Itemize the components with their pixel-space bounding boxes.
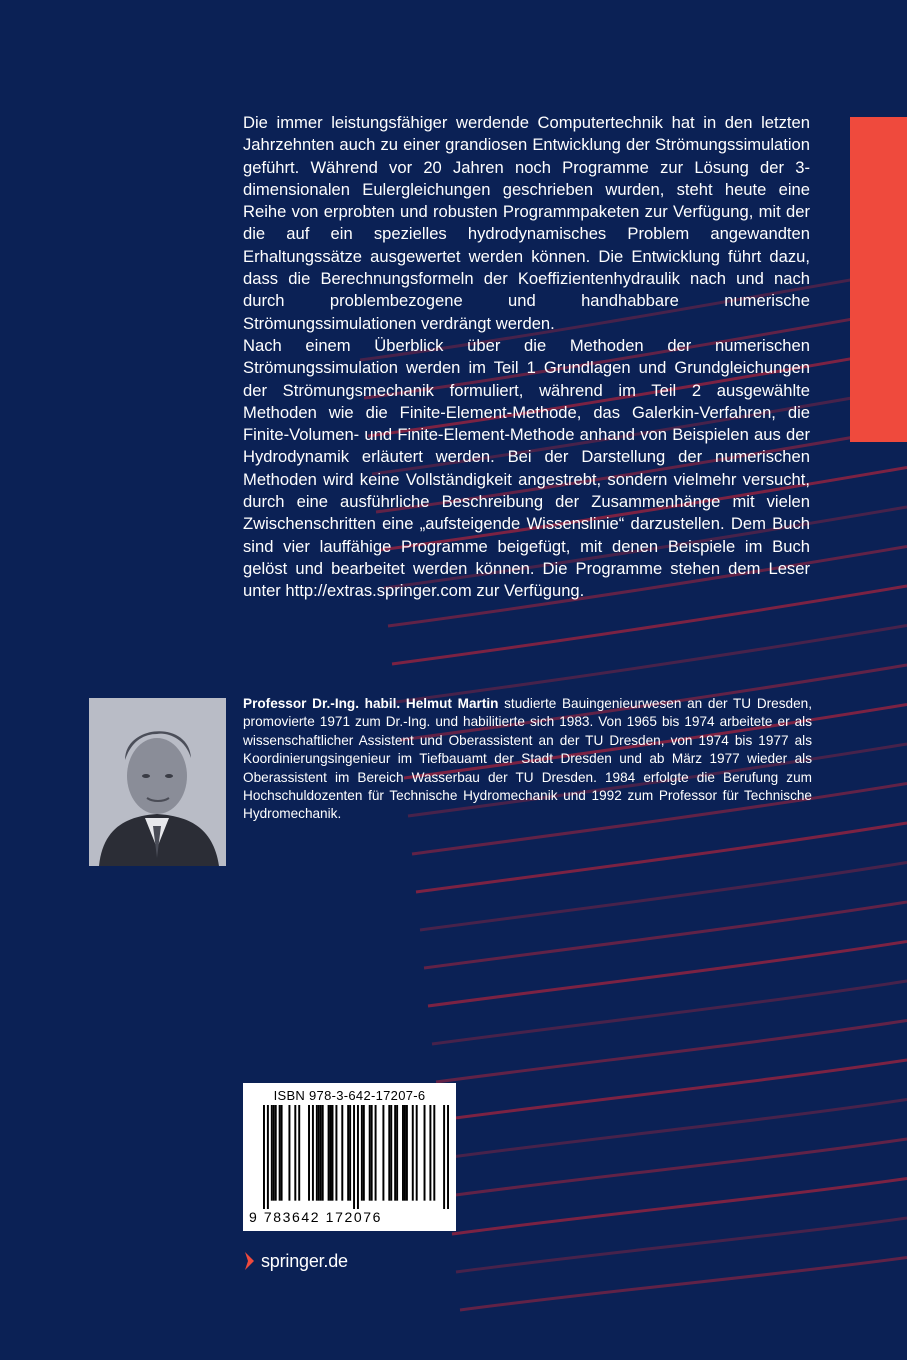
barcode-bar <box>320 1105 322 1201</box>
streamline <box>428 942 907 1007</box>
barcode-bar <box>363 1105 365 1201</box>
back-cover-blurb <box>243 112 810 603</box>
chevron-right-icon <box>243 1251 257 1271</box>
barcode-bar <box>388 1105 390 1201</box>
streamline <box>432 981 907 1044</box>
barcode-bar <box>361 1105 363 1201</box>
barcode-bar <box>443 1105 445 1209</box>
streamline <box>424 902 907 968</box>
barcode-bar <box>330 1105 332 1201</box>
author-bio <box>243 695 812 824</box>
blurb-paragraph-1: Die immer leistungsfähiger werdende Computertechnik hat in den letzten Jahrzehnten auch zu einer grandiosen Entwicklung der Strömungssimulation geführt. Während vor 20 Jahren noch Programme zur Lösung der 3-dimensionalen Eulergleichungen geschrieben wurden, steht heute eine Reihe von erprobten und robusten Programmpaketen zur Verfügung, mit der die auf ein spezielles hydrodynamisches Problem angewandten Erhaltungssätze ausgewertet werden können. Die Entwicklung führt dazu, dass die Berechnungsformeln der Koeffizientenhydraulik nach und nach durch problembezogene und handhabbare numerische Strömungssimulationen verdrängt werden. <box>243 113 810 333</box>
barcode-bar <box>382 1105 384 1201</box>
barcode-bar <box>273 1105 275 1201</box>
barcode-bars <box>263 1105 449 1209</box>
barcode-bar <box>412 1105 414 1201</box>
isbn-barcode <box>243 1083 456 1231</box>
barcode-bar <box>375 1105 377 1201</box>
isbn-label: ISBN 978-3-642-17207-6 <box>273 1088 426 1103</box>
barcode-bar <box>341 1105 343 1201</box>
streamline <box>420 863 907 931</box>
streamline <box>460 1258 907 1311</box>
barcode-bar <box>263 1105 265 1209</box>
barcode-bar <box>404 1105 406 1201</box>
barcode-bar <box>433 1105 435 1201</box>
barcode-bar <box>332 1105 334 1201</box>
barcode-bar <box>406 1105 408 1201</box>
accent-tab <box>850 117 907 442</box>
barcode-bar <box>322 1105 324 1201</box>
barcode-bar <box>294 1105 296 1201</box>
blurb-paragraph-2: Nach einem Überblick über die Methoden der numerischen Strömungssimulation werden im Teil 1 Grundlagen und Grundgleichungen der Strömungsmechanik formuliert, während im Teil 2 ausgewählte Methoden wie die Finite-Element-Methode, das Galerkin-Verfahren, die Finite-Volumen- und Finite-Element-Methode anhand von Beispielen aus der Hydrodynamik erläutert werden. Bei der Darstellung der numerischen Methoden wird keine Vollständigkeit angestrebt, sondern vielmehr versucht, durch eine ausführliche Beschreibung der Zusammenhänge mit vielen Zwischenschritten eine „aufsteigende Wissenslinie“ darzustellen. Dem Buch sind vier lauffähige Programme beigefügt, mit denen Beispiele im Buch gelöst und bearbeitet werden können. Die Programme stehen dem Leser unter http://extras.springer.com zur Verfügung. <box>243 335 810 601</box>
barcode-bar <box>279 1105 281 1201</box>
streamline <box>416 823 907 892</box>
barcode-bar <box>288 1105 290 1201</box>
barcode-bar <box>316 1105 318 1201</box>
streamline <box>436 1021 907 1083</box>
barcode-bar <box>396 1105 398 1201</box>
barcode-bar <box>328 1105 330 1201</box>
barcode-bar <box>390 1105 392 1201</box>
author-name: Professor Dr.-Ing. habil. Helmut Martin <box>243 696 499 711</box>
barcode-bar <box>271 1105 273 1201</box>
ean-digits: 9 783642 172076 <box>249 1209 382 1225</box>
barcode-bar <box>312 1105 314 1201</box>
barcode-bar <box>275 1105 277 1201</box>
barcode-bar <box>281 1105 283 1201</box>
streamline <box>440 1060 907 1120</box>
barcode-bar <box>353 1105 355 1209</box>
barcode-bar <box>429 1105 431 1201</box>
barcode-bar <box>394 1105 396 1201</box>
barcode-bar <box>349 1105 351 1201</box>
streamline <box>396 626 907 703</box>
barcode-bar <box>318 1105 320 1201</box>
author-photo <box>89 698 226 866</box>
barcode-bar <box>267 1105 269 1209</box>
author-bio-text: studierte Bauingenieurwesen an der TU Dresden, promovierte 1971 zum Dr.-Ing. und habilitierte sich 1983. Von 1965 bis 1974 arbeitete er als wissenschaftlicher Assistent und Oberassistent an der TU Dresden, von 1974 bis 1977 als Koordinierungsingenieur im Tiefbauamt der Stadt Dresden und ab März 1977 wieder als Oberassistent im Bereich Wasserbau der TU Dresden. 1984 erfolgte die Berufung zum Hochschuldozenten für Technische Hydromechanik und 1992 zum Professor für Technische Hydromechanik. <box>243 696 812 822</box>
barcode-bar <box>298 1105 300 1201</box>
barcode-bar <box>369 1105 371 1201</box>
barcode-bar <box>308 1105 310 1201</box>
barcode-bar <box>416 1105 418 1201</box>
barcode-bar <box>335 1105 337 1201</box>
barcode-bar <box>424 1105 426 1201</box>
barcode-bar <box>447 1105 449 1209</box>
publisher-url[interactable]: springer.de <box>261 1250 348 1271</box>
publisher-logo[interactable] <box>243 1250 348 1272</box>
barcode-bar <box>347 1105 349 1201</box>
barcode-bar <box>357 1105 359 1209</box>
barcode-bar <box>402 1105 404 1201</box>
barcode-bar <box>371 1105 373 1201</box>
